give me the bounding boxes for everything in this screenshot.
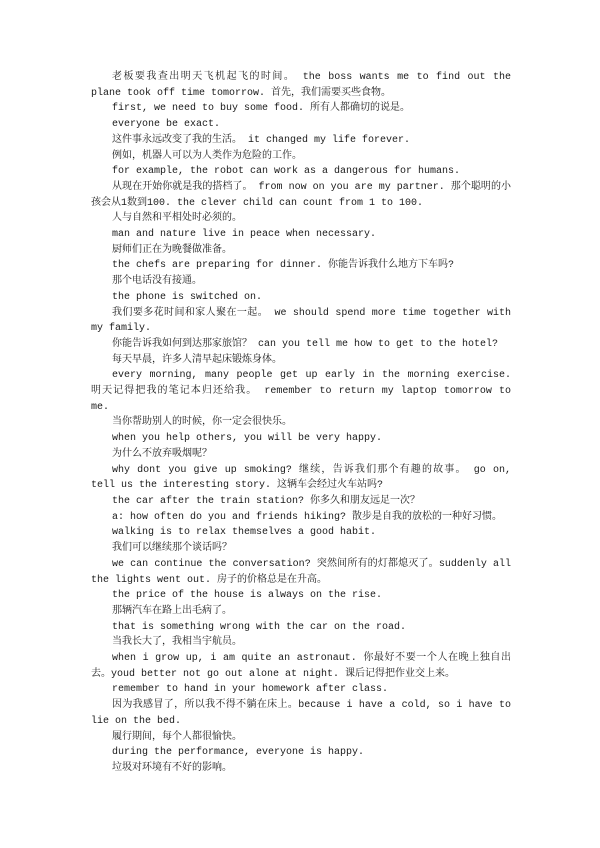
paragraph: remember to hand in your homework after class. — [112, 684, 389, 696]
paragraph: the car after the train station? 你多久和朋友远足一次？ — [112, 495, 421, 507]
paragraph: every morning, many people get up early in the morning exercise. 明天记得把我的笔记本归还给我。 remember to return my laptop tomorrow to me. — [91, 370, 511, 413]
paragraph: 人与自然和平相处时必须的。 — [112, 213, 242, 225]
paragraph: everyone be exact. — [112, 119, 221, 131]
paragraph: 老板要我查出明天飞机起飞的时间。 the boss wants me to find out the plane took off time tomorrow. 首先，我们需要买些食物。 — [91, 72, 511, 99]
paragraph: the phone is switched on. — [112, 291, 263, 303]
paragraph: 厨师们正在为晚餐做准备。 — [112, 244, 232, 256]
paragraph: the price of the house is always on the rise. — [112, 590, 383, 602]
paragraph: a: how often do you and friends hiking? 散步是自我的放松的一种好习惯。 — [112, 511, 503, 523]
paragraph: when i grow up, i am quite an astronaut. 你最好不要一个人在晚上独自出去。youd better not go out alone at night. 课后记得把作业交上来。 — [91, 653, 511, 680]
paragraph: for example, the robot can work as a dangerous for humans. — [112, 166, 461, 178]
document-page — [91, 70, 511, 777]
paragraph: 履行期间，每个人都很愉快。 — [112, 731, 242, 743]
paragraph: 每天早晨，许多人清早起床锻炼身体。 — [112, 354, 282, 366]
paragraph: 从现在开始你就是我的搭档了。 from now on you are my partner. 那个聪明的小孩会从1数到100. the clever child can count from 1 to 100. — [91, 181, 511, 209]
paragraph: 因为我感冒了，所以我不得不躺在床上。because i have a cold, so i have to lie on the bed. — [91, 700, 511, 727]
paragraph: walking is to relax themselves a good habit. — [112, 527, 377, 539]
paragraph: 例如，机器人可以为人类作为危险的工作。 — [112, 150, 302, 162]
paragraph: the chefs are preparing for dinner. 你能告诉我什么地方下车吗? — [112, 260, 455, 272]
paragraph: 那辆汽车在路上出毛病了。 — [112, 605, 232, 617]
paragraph: 为什么不放弃吸烟呢？ — [112, 448, 212, 460]
paragraph: 你能告诉我如何到达那家旅馆？ can you tell me how to get to the hotel? — [112, 338, 499, 350]
paragraph: 我们可以继续那个谈话吗？ — [112, 543, 232, 555]
paragraph: 这件事永远改变了我的生活。 it changed my life forever. — [112, 134, 411, 146]
paragraph: 我们要多花时间和家人聚在一起。 we should spend more time together with my family. — [91, 307, 511, 335]
paragraph: that is something wrong with the car on the road. — [112, 621, 407, 633]
paragraph: why dont you give up smoking? 继续，告诉我们那个有趣的故事。 go on, tell us the interesting story. 这辆车会经过火车站吗? — [91, 464, 511, 492]
paragraph: we can continue the conversation? 突然间所有的灯都熄灭了。suddenly all the lights went out. 房子的价格总是在升高。 — [91, 558, 511, 586]
paragraph: 垃圾对环境有不好的影响。 — [112, 762, 232, 774]
paragraph: 当你帮助别人的时候，你一定会很快乐。 — [112, 417, 292, 429]
paragraph: during the performance, everyone is happy. — [112, 747, 365, 759]
paragraph: 当我长大了，我相当宇航员。 — [112, 637, 242, 649]
paragraph: first, we need to buy some food. 所有人都确切的说是。 — [112, 103, 411, 115]
paragraph: when you help others, you will be very happy. — [112, 433, 383, 445]
paragraph: man and nature live in peace when necessary. — [112, 229, 377, 241]
paragraph: 那个电话没有接通。 — [112, 276, 202, 288]
